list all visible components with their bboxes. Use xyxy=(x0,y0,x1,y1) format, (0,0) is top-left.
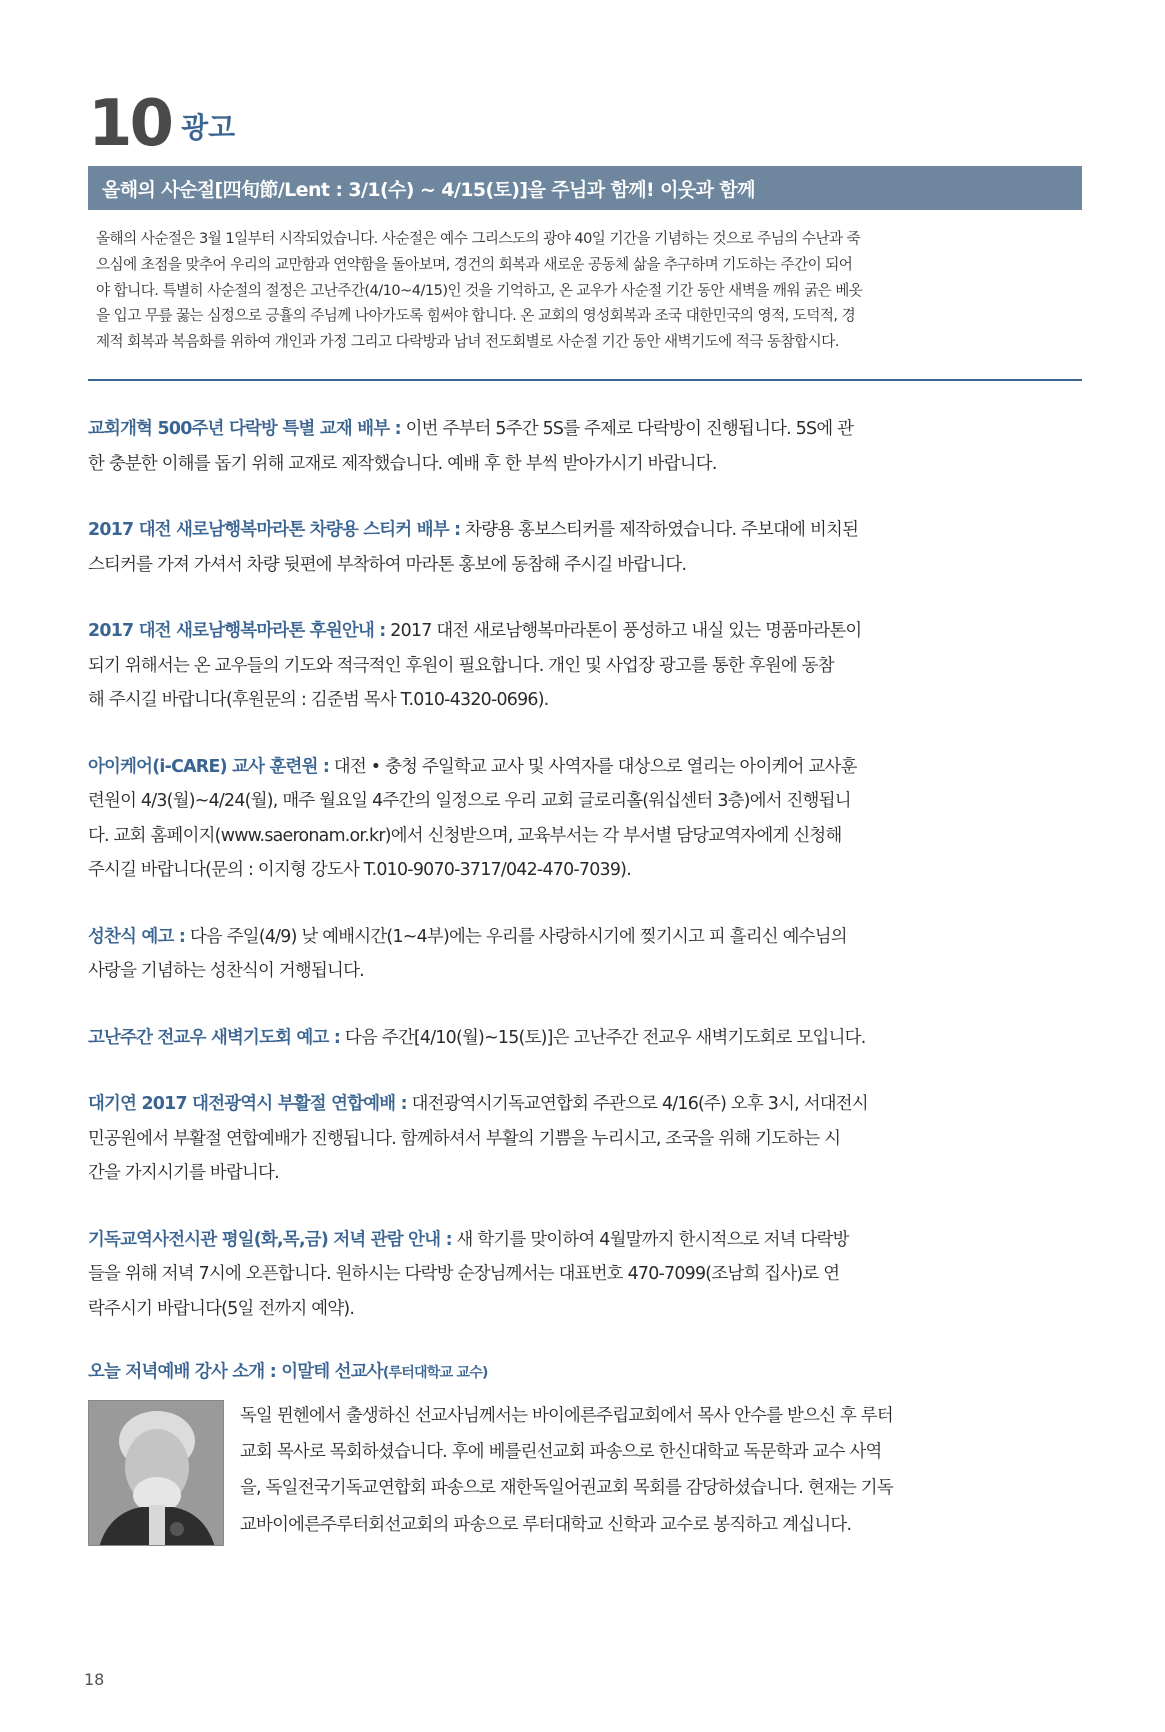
notice-item xyxy=(88,1021,1082,1056)
notice-line: 사랑을 기념하는 성찬식이 거행됩니다. xyxy=(88,961,364,981)
notice-text: 대전광역시기독교연합회 주관으로 4/16(주) 오후 3시, 서대전시 xyxy=(406,1094,868,1114)
speaker-title: 오늘 저녁예배 강사 소개 : 이말테 선교사 xyxy=(88,1362,383,1382)
notice-text: 다음 주일(4/9) 낮 예배시간(1~4부)에는 우리를 사랑하시기에 찢기시고 피 흘리신 예수님의 xyxy=(185,926,847,947)
notice-title: 기독교역사전시관 평일(화,목,금) 저녁 관람 안내 : xyxy=(88,1229,452,1250)
intro-line: 을 입고 무릎 꿇는 심정으로 긍휼의 주님께 나아가도록 힘써야 합니다. 온 교회의 영성회복과 조국 대한민국의 영적, 도덕적, 경 xyxy=(96,307,856,325)
lent-banner-text: 올해의 사순절[四旬節/Lent : 3/1(수) ~ 4/15(토)]을 주님과 함께! 이웃과 함께 xyxy=(102,178,755,201)
speaker-heading xyxy=(88,1357,488,1382)
notice-item xyxy=(88,614,1082,718)
notice-line: 한 충분한 이해를 돕기 위해 교재로 제작했습니다. 예배 후 한 부씩 받아가시기 바랍니다. xyxy=(88,453,717,474)
notice-line: 되기 위해서는 온 교우들의 기도와 적극적인 후원이 필요합니다. 개인 및 사업장 광고를 통한 후원에 동참 xyxy=(88,655,834,676)
notice-first-line xyxy=(88,750,1082,785)
notice-text: 다음 주간[4/10(월)~15(토)]은 고난주간 전교우 새벽기도회로 모입니다. xyxy=(340,1027,866,1048)
notice-title: 고난주간 전교우 새벽기도회 예고 : xyxy=(88,1027,341,1048)
notice-title: 아이케어(i-CARE) 교사 훈련원 : xyxy=(88,756,330,777)
intro-line: 올해의 사순절은 3월 1일부터 시작되었습니다. 사순절은 예수 그리스도의 광야 40일 기간을 기념하는 것으로 주님의 수난과 죽 xyxy=(96,230,861,247)
notice-item xyxy=(88,750,1082,888)
notices-list xyxy=(88,412,1082,1326)
speaker-photo xyxy=(88,1400,224,1546)
intro-line: 제적 회복과 복음화를 위하여 개인과 가정 그리고 다락방과 남녀 전도회별로 사순절 기간 동안 새벽기도에 적극 동참합시다. xyxy=(96,333,839,351)
intro-line: 으심에 초점을 맞추어 우리의 교만함과 연약함을 돌아보며, 경건의 회복과 새로운 공동체 삶을 추구하며 기도하는 주간이 되어 xyxy=(96,255,853,273)
section-divider xyxy=(88,379,1082,381)
notice-first-line xyxy=(88,614,1082,649)
speaker-bio xyxy=(240,1398,1084,1543)
notice-line: 민공원에서 부활절 연합예배가 진행됩니다. 함께하셔서 부활의 기쁨을 누리시고, 조국을 위해 기도하는 시 xyxy=(88,1128,841,1149)
notice-text: 대전 • 충청 주일학교 교사 및 사역자를 대상으로 열리는 아이케어 교사훈 xyxy=(329,756,857,777)
notice-first-line xyxy=(88,920,1082,955)
notice-line: 들을 위해 저녁 7시에 오픈합니다. 원하시는 다락방 순장님께서는 대표번호 470-7099(조남희 집사)로 연 xyxy=(88,1264,840,1284)
notice-text: 새 학기를 맞이하여 4월말까지 한시적으로 저녁 다락방 xyxy=(451,1229,849,1250)
notice-first-line xyxy=(88,1087,1082,1122)
notice-line: 락주시기 바랍니다(5일 전까지 예약). xyxy=(88,1298,355,1319)
notice-text: 2017 대전 새로남행복마라톤이 풍성하고 내실 있는 명품마라톤이 xyxy=(385,621,862,641)
section-number: 10 xyxy=(88,87,172,161)
notice-first-line xyxy=(88,1021,1082,1056)
speaker-affiliation: (루터대학교 교수) xyxy=(382,1365,488,1381)
bio-line: 을, 독일전국기독교연합회 파송으로 재한독일어권교회 목회를 감당하셨습니다. 현재는 기독 xyxy=(240,1478,893,1499)
notice-item xyxy=(88,412,1082,481)
notice-item xyxy=(88,1223,1082,1327)
intro-line: 야 합니다. 특별히 사순절의 절정은 고난주간(4/10~4/15)인 것을 기억하고, 온 교우가 사순절 기간 동안 새벽을 깨워 굵은 베옷 xyxy=(96,281,863,299)
section-title: 광고 xyxy=(181,111,236,144)
section-header xyxy=(88,86,236,161)
notice-line: 주시길 바랍니다(문의 : 이지형 강도사 T.010-9070-3717/042-470-7039). xyxy=(88,860,631,880)
bio-line: 교바이에른주루터회선교회의 파송으로 루터대학교 신학과 교수로 봉직하고 계십니다. xyxy=(240,1514,852,1535)
notice-line: 해 주시길 바랍니다(후원문의 : 김준범 목사 T.010-4320-0696). xyxy=(88,690,549,710)
notice-text: 차량용 홍보스티커를 제작하였습니다. 주보대에 비치된 xyxy=(460,520,859,540)
notice-first-line xyxy=(88,513,1082,548)
notice-line: 간을 가지시기를 바랍니다. xyxy=(88,1163,279,1183)
notice-first-line xyxy=(88,1223,1082,1258)
notice-line: 스티커를 가져 가셔서 차량 뒷편에 부착하여 마라톤 홍보에 동참해 주시길 바랍니다. xyxy=(88,554,687,575)
notice-title: 대기연 2017 대전광역시 부활절 연합예배 : xyxy=(88,1094,407,1114)
lent-intro-paragraph xyxy=(96,226,1080,355)
bio-line: 교회 목사로 목회하셨습니다. 후에 베를린선교회 파송으로 한신대학교 독문학과 교수 사역 xyxy=(240,1442,882,1463)
notice-first-line xyxy=(88,412,1082,447)
notice-item xyxy=(88,920,1082,989)
page-number: 18 xyxy=(84,1670,105,1689)
bio-line: 독일 뮌헨에서 출생하신 선교사님께서는 바이에른주립교회에서 목사 안수를 받으신 후 루터 xyxy=(240,1406,893,1426)
notice-text: 이번 주부터 5주간 5S를 주제로 다락방이 진행됩니다. 5S에 관 xyxy=(400,419,854,439)
notice-item xyxy=(88,513,1082,582)
notice-line: 다. 교회 홈페이지(www.saeronam.or.kr)에서 신청받으며, 교육부서는 각 부서별 담당교역자에게 신청해 xyxy=(88,825,842,846)
speaker-portrait-image xyxy=(89,1401,224,1546)
notice-title: 2017 대전 새로남행복마라톤 차량용 스티커 배부 : xyxy=(88,520,461,540)
notice-title: 교회개혁 500주년 다락방 특별 교재 배부 : xyxy=(88,419,401,439)
notice-line: 련원이 4/3(월)~4/24(월), 매주 월요일 4주간의 일정으로 우리 교회 글로리홀(워십센터 3층)에서 진행됩니 xyxy=(88,791,851,811)
notice-title: 2017 대전 새로남행복마라톤 후원안내 : xyxy=(88,621,386,641)
notice-title: 성찬식 예고 : xyxy=(88,926,186,947)
lent-banner xyxy=(88,166,1082,210)
notice-item xyxy=(88,1087,1082,1191)
